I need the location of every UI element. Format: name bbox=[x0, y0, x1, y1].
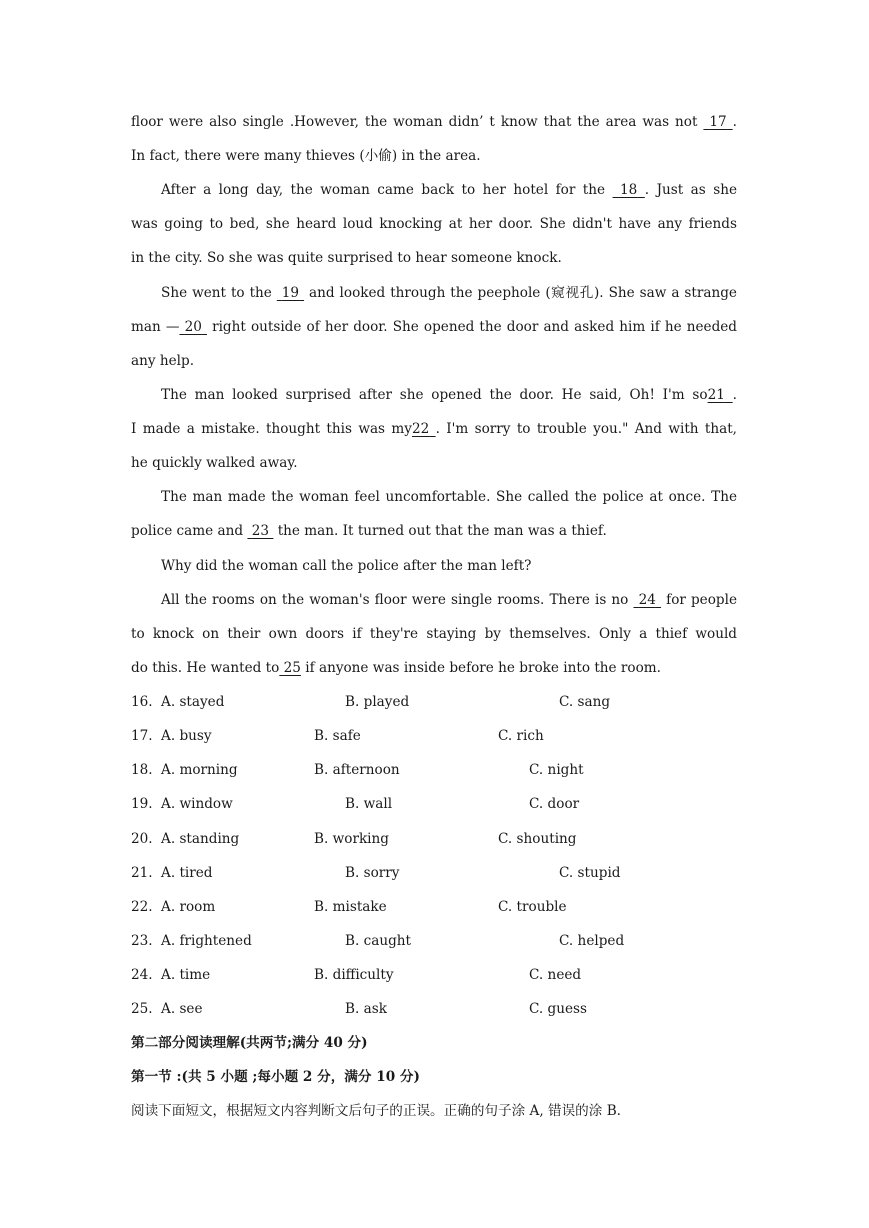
question-number: 20. bbox=[131, 831, 153, 847]
option-a: A. stayed bbox=[161, 694, 225, 710]
option-b: B. wall bbox=[345, 796, 393, 812]
passage-line-17: do this. He wanted to 25 if anyone was inside before he broke into the room. bbox=[131, 660, 661, 676]
passage-line-9: The man looked surprised after she opened the door. He said, Oh! I'm so21 . bbox=[161, 387, 737, 403]
option-c: C. need bbox=[529, 967, 582, 983]
question-number: 17. bbox=[131, 728, 153, 744]
option-a: A. see bbox=[161, 1001, 203, 1017]
option-a: A. standing bbox=[161, 831, 240, 847]
blank-24: 24 bbox=[638, 592, 656, 608]
passage-line-4: was going to bed, she heard loud knocking at her door. She didn't have any friends bbox=[131, 216, 737, 232]
passage-line-16: to knock on their own doors if they're staying by themselves. Only a thief would bbox=[131, 626, 737, 642]
question-number: 25. bbox=[131, 1001, 153, 1017]
question-number: 21. bbox=[131, 865, 153, 881]
option-c: C. sang bbox=[559, 694, 611, 710]
section-one-heading: 第一节 :(共 5 小题 ;每小题 2 分，满分 10 分) bbox=[131, 1069, 420, 1085]
blank-21: 21 bbox=[707, 387, 725, 403]
option-c: C. rich bbox=[498, 728, 544, 744]
passage-line-10: I made a mistake. thought this was my22 . I'm sorry to trouble you." And with that, bbox=[131, 421, 737, 437]
option-b: B. ask bbox=[345, 1001, 387, 1017]
option-b: B. caught bbox=[345, 933, 412, 949]
option-c: C. night bbox=[529, 762, 584, 778]
option-b: B. working bbox=[314, 831, 389, 847]
option-b: B. safe bbox=[314, 728, 361, 744]
passage-line-7: man — 20 right outside of her door. She opened the door and asked him if he needed bbox=[131, 319, 738, 335]
option-b: B. mistake bbox=[314, 899, 387, 915]
question-number: 16. bbox=[131, 694, 153, 710]
option-c: C. stupid bbox=[559, 865, 621, 881]
option-a: A. tired bbox=[161, 865, 213, 881]
passage-line-2: In fact, there were many thieves (小偷) in the area. bbox=[131, 148, 481, 164]
passage-line-1: floor were also single .However, the woman didn’ t know that the area was not 17 . bbox=[131, 114, 737, 130]
passage-line-15: All the rooms on the woman's floor were single rooms. There is no 24 for people bbox=[161, 592, 738, 608]
passage-line-12: The man made the woman feel uncomfortable. She called the police at once. The bbox=[161, 489, 737, 505]
blank-22: 22 bbox=[411, 421, 430, 437]
option-c: C. guess bbox=[529, 1001, 588, 1017]
passage-line-5: in the city. So she was quite surprised to hear someone knock. bbox=[131, 250, 562, 266]
blank-18: 18 bbox=[620, 182, 638, 198]
blank-25: 25 bbox=[283, 660, 301, 676]
option-b: B. played bbox=[345, 694, 410, 710]
blank-23: 23 bbox=[251, 523, 270, 539]
question-number: 19. bbox=[131, 796, 153, 812]
option-c: C. trouble bbox=[498, 899, 567, 915]
question-number: 18. bbox=[131, 762, 153, 778]
passage-line-8: any help. bbox=[131, 353, 195, 369]
question-number: 24. bbox=[131, 967, 153, 983]
passage-line-14: Why did the woman call the police after the man left? bbox=[161, 558, 532, 574]
option-a: A. busy bbox=[161, 728, 212, 744]
blank-17: 17 bbox=[709, 114, 727, 130]
option-b: B. difficulty bbox=[314, 967, 394, 983]
option-a: A. window bbox=[161, 796, 233, 812]
passage-line-11: he quickly walked away. bbox=[131, 455, 298, 471]
passage-line-6: She went to the 19 and looked through the peephole (窥视孔). She saw a strange bbox=[161, 285, 737, 301]
question-number: 22. bbox=[131, 899, 153, 915]
blank-19: 19 bbox=[281, 285, 300, 301]
option-c: C. door bbox=[529, 796, 580, 812]
option-b: B. sorry bbox=[345, 865, 400, 881]
blank-20: 20 bbox=[184, 319, 202, 335]
passage-line-3: After a long day, the woman came back to her hotel for the 18 . Just as she bbox=[161, 182, 737, 198]
option-a: A. morning bbox=[161, 762, 238, 778]
passage-line-13: police came and 23 the man. It turned out that the man was a thief. bbox=[131, 523, 607, 539]
instruction-text: 阅读下面短文，根据短文内容判断文后句子的正误。正确的句子涂 A, 错误的涂 B. bbox=[131, 1103, 622, 1119]
part-two-heading: 第二部分阅读理解(共两节;满分 40 分) bbox=[131, 1035, 368, 1051]
option-b: B. afternoon bbox=[314, 762, 400, 778]
option-a: A. room bbox=[161, 899, 216, 915]
option-a: A. frightened bbox=[161, 933, 252, 949]
option-c: C. shouting bbox=[498, 831, 577, 847]
question-number: 23. bbox=[131, 933, 153, 949]
option-c: C. helped bbox=[559, 933, 625, 949]
option-a: A. time bbox=[161, 967, 211, 983]
